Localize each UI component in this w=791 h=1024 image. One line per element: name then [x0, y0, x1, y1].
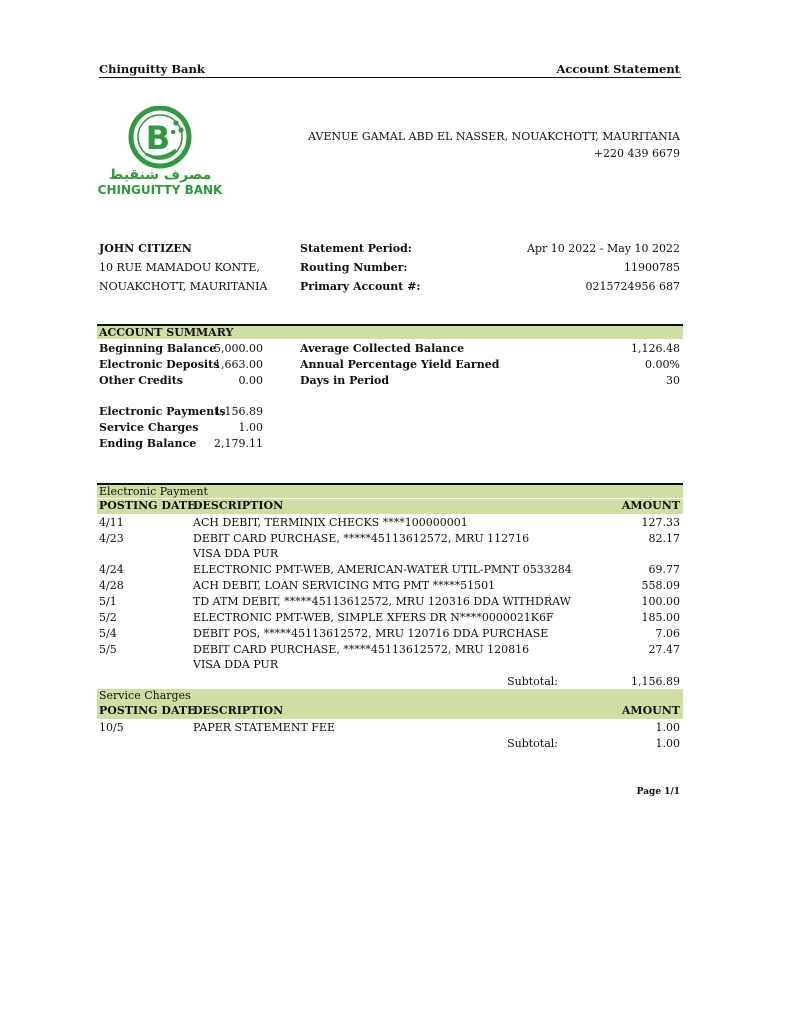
- primary-account-label: Primary Account #:: [300, 280, 421, 293]
- statement-info-labels: [300, 239, 420, 296]
- payment-description: ACH DEBIT, TERMINIX CHECKS ****100000001: [193, 516, 468, 529]
- payment-date: 5/4: [99, 627, 117, 640]
- statement-info-values: [527, 239, 680, 296]
- summary-right-label: Average Collected Balance: [300, 342, 465, 355]
- payment-date: 4/23: [99, 532, 124, 545]
- service-charge-amount: 1.00: [655, 721, 680, 734]
- payment-date: 5/1: [99, 595, 117, 608]
- summary-right-value: 30: [666, 374, 680, 387]
- page-number: Page 1/1: [636, 787, 680, 797]
- statement-period-value: Apr 10 2022 - May 10 2022: [527, 242, 680, 255]
- summary-left-value: 2,179.11: [214, 437, 263, 450]
- service-charges-title: Service Charges: [97, 689, 683, 704]
- customer-address-line1: 10 RUE MAMADOU KONTE,: [99, 261, 261, 274]
- summary-left-label: Service Charges: [99, 421, 199, 434]
- payment-subtotal-label: Subtotal:: [507, 675, 558, 688]
- payment-description: DEBIT CARD PURCHASE, *****45113612572, MRU 120816: [193, 643, 530, 656]
- column-posting-date: POSTING DATE: [99, 704, 196, 717]
- payment-description: TD ATM DEBIT, *****45113612572, MRU 120316 DDA WITHDRAW: [193, 595, 571, 608]
- summary-right-label: Annual Percentage Yield Earned: [300, 358, 500, 371]
- summary-left-label: Beginning Balance: [99, 342, 217, 355]
- customer-block: [99, 239, 267, 296]
- payment-date: 4/28: [99, 579, 124, 592]
- column-description: DESCRIPTION: [193, 704, 284, 717]
- service-charge-date: 10/5: [99, 721, 124, 734]
- service-charge-description: PAPER STATEMENT FEE: [193, 721, 335, 734]
- routing-number-value: 11900785: [624, 261, 680, 274]
- bank-name-header: Chinguitty Bank: [99, 62, 205, 76]
- payment-description: DEBIT POS, *****45113612572, MRU 120716 DDA PURCHASE: [193, 627, 549, 640]
- payment-date: 5/5: [99, 643, 117, 656]
- electronic-payment-title: Electronic Payment: [97, 483, 683, 498]
- bank-address: [308, 128, 680, 162]
- document-title: Account Statement: [556, 62, 680, 76]
- summary-left-value: 1.00: [238, 421, 263, 434]
- payment-amount: 27.47: [648, 643, 680, 656]
- service-subtotal-value: 1.00: [655, 737, 680, 750]
- payment-description: DEBIT CARD PURCHASE, *****45113612572, MRU 112716: [193, 532, 530, 545]
- summary-right-label: Days in Period: [300, 374, 390, 387]
- summary-left-label: Electronic Deposits: [99, 358, 220, 371]
- payment-amount: 100.00: [641, 595, 680, 608]
- summary-left-value: 1,663.00: [214, 358, 263, 371]
- column-posting-date: POSTING DATE: [99, 499, 196, 512]
- payment-description: ELECTRONIC PMT-WEB, SIMPLE XFERS DR N****0000021K6F: [193, 611, 554, 624]
- summary-left-value: 5,000.00: [214, 342, 263, 355]
- summary-left-label: Electronic Payments: [99, 405, 226, 418]
- customer-name: JOHN CITIZEN: [99, 242, 192, 255]
- payment-subtotal-value: 1,156.89: [631, 675, 680, 688]
- column-amount: AMOUNT: [621, 499, 680, 512]
- column-amount: AMOUNT: [621, 704, 680, 717]
- summary-left-value: 0.00: [238, 374, 263, 387]
- payment-amount: 558.09: [641, 579, 680, 592]
- payment-description: ELECTRONIC PMT-WEB, AMERICAN-WATER UTIL-PMNT 0533284: [193, 563, 572, 576]
- summary-left-label: Ending Balance: [99, 437, 197, 450]
- summary-right-value: 1,126.48: [631, 342, 680, 355]
- service-subtotal-label: Subtotal:: [507, 737, 558, 750]
- summary-right-value: 0.00%: [645, 358, 680, 371]
- summary-left-label: Other Credits: [99, 374, 183, 387]
- customer-address-line2: NOUAKCHOTT, MAURITANIA: [99, 280, 268, 293]
- bank-logo-icon: [96, 106, 224, 198]
- payment-amount: 82.17: [648, 532, 680, 545]
- payment-date: 4/11: [99, 516, 124, 529]
- statement-period-label: Statement Period:: [300, 242, 412, 255]
- header-divider: [99, 77, 681, 78]
- payment-amount: 185.00: [641, 611, 680, 624]
- payment-amount: 7.06: [655, 627, 680, 640]
- payment-description-continued: VISA DDA PUR: [193, 658, 279, 671]
- bank-phone: +220 439 6679: [593, 147, 680, 160]
- primary-account-value: 0215724956 687: [585, 280, 680, 293]
- routing-number-label: Routing Number:: [300, 261, 408, 274]
- payment-amount: 69.77: [648, 563, 680, 576]
- payment-amount: 127.33: [641, 516, 680, 529]
- payment-description: ACH DEBIT, LOAN SERVICING MTG PMT *****51501: [193, 579, 496, 592]
- bank-logo: [96, 106, 224, 198]
- bank-address-line: AVENUE GAMAL ABD EL NASSER, NOUAKCHOTT, MAURITANIA: [308, 130, 680, 143]
- logo-letter: B: [145, 119, 171, 157]
- column-description: DESCRIPTION: [193, 499, 284, 512]
- account-summary-title: ACCOUNT SUMMARY: [97, 324, 683, 339]
- service-charges-column-headers: [97, 704, 683, 719]
- summary-left-value: 1,156.89: [214, 405, 263, 418]
- payment-date: 5/2: [99, 611, 117, 624]
- electronic-payment-column-headers: [97, 499, 683, 514]
- logo-arabic-name: مصرف شنقيط: [108, 167, 212, 183]
- payment-date: 4/24: [99, 563, 124, 576]
- payment-description-continued: VISA DDA PUR: [193, 547, 279, 560]
- logo-latin-name: CHINGUITTY BANK: [97, 183, 223, 197]
